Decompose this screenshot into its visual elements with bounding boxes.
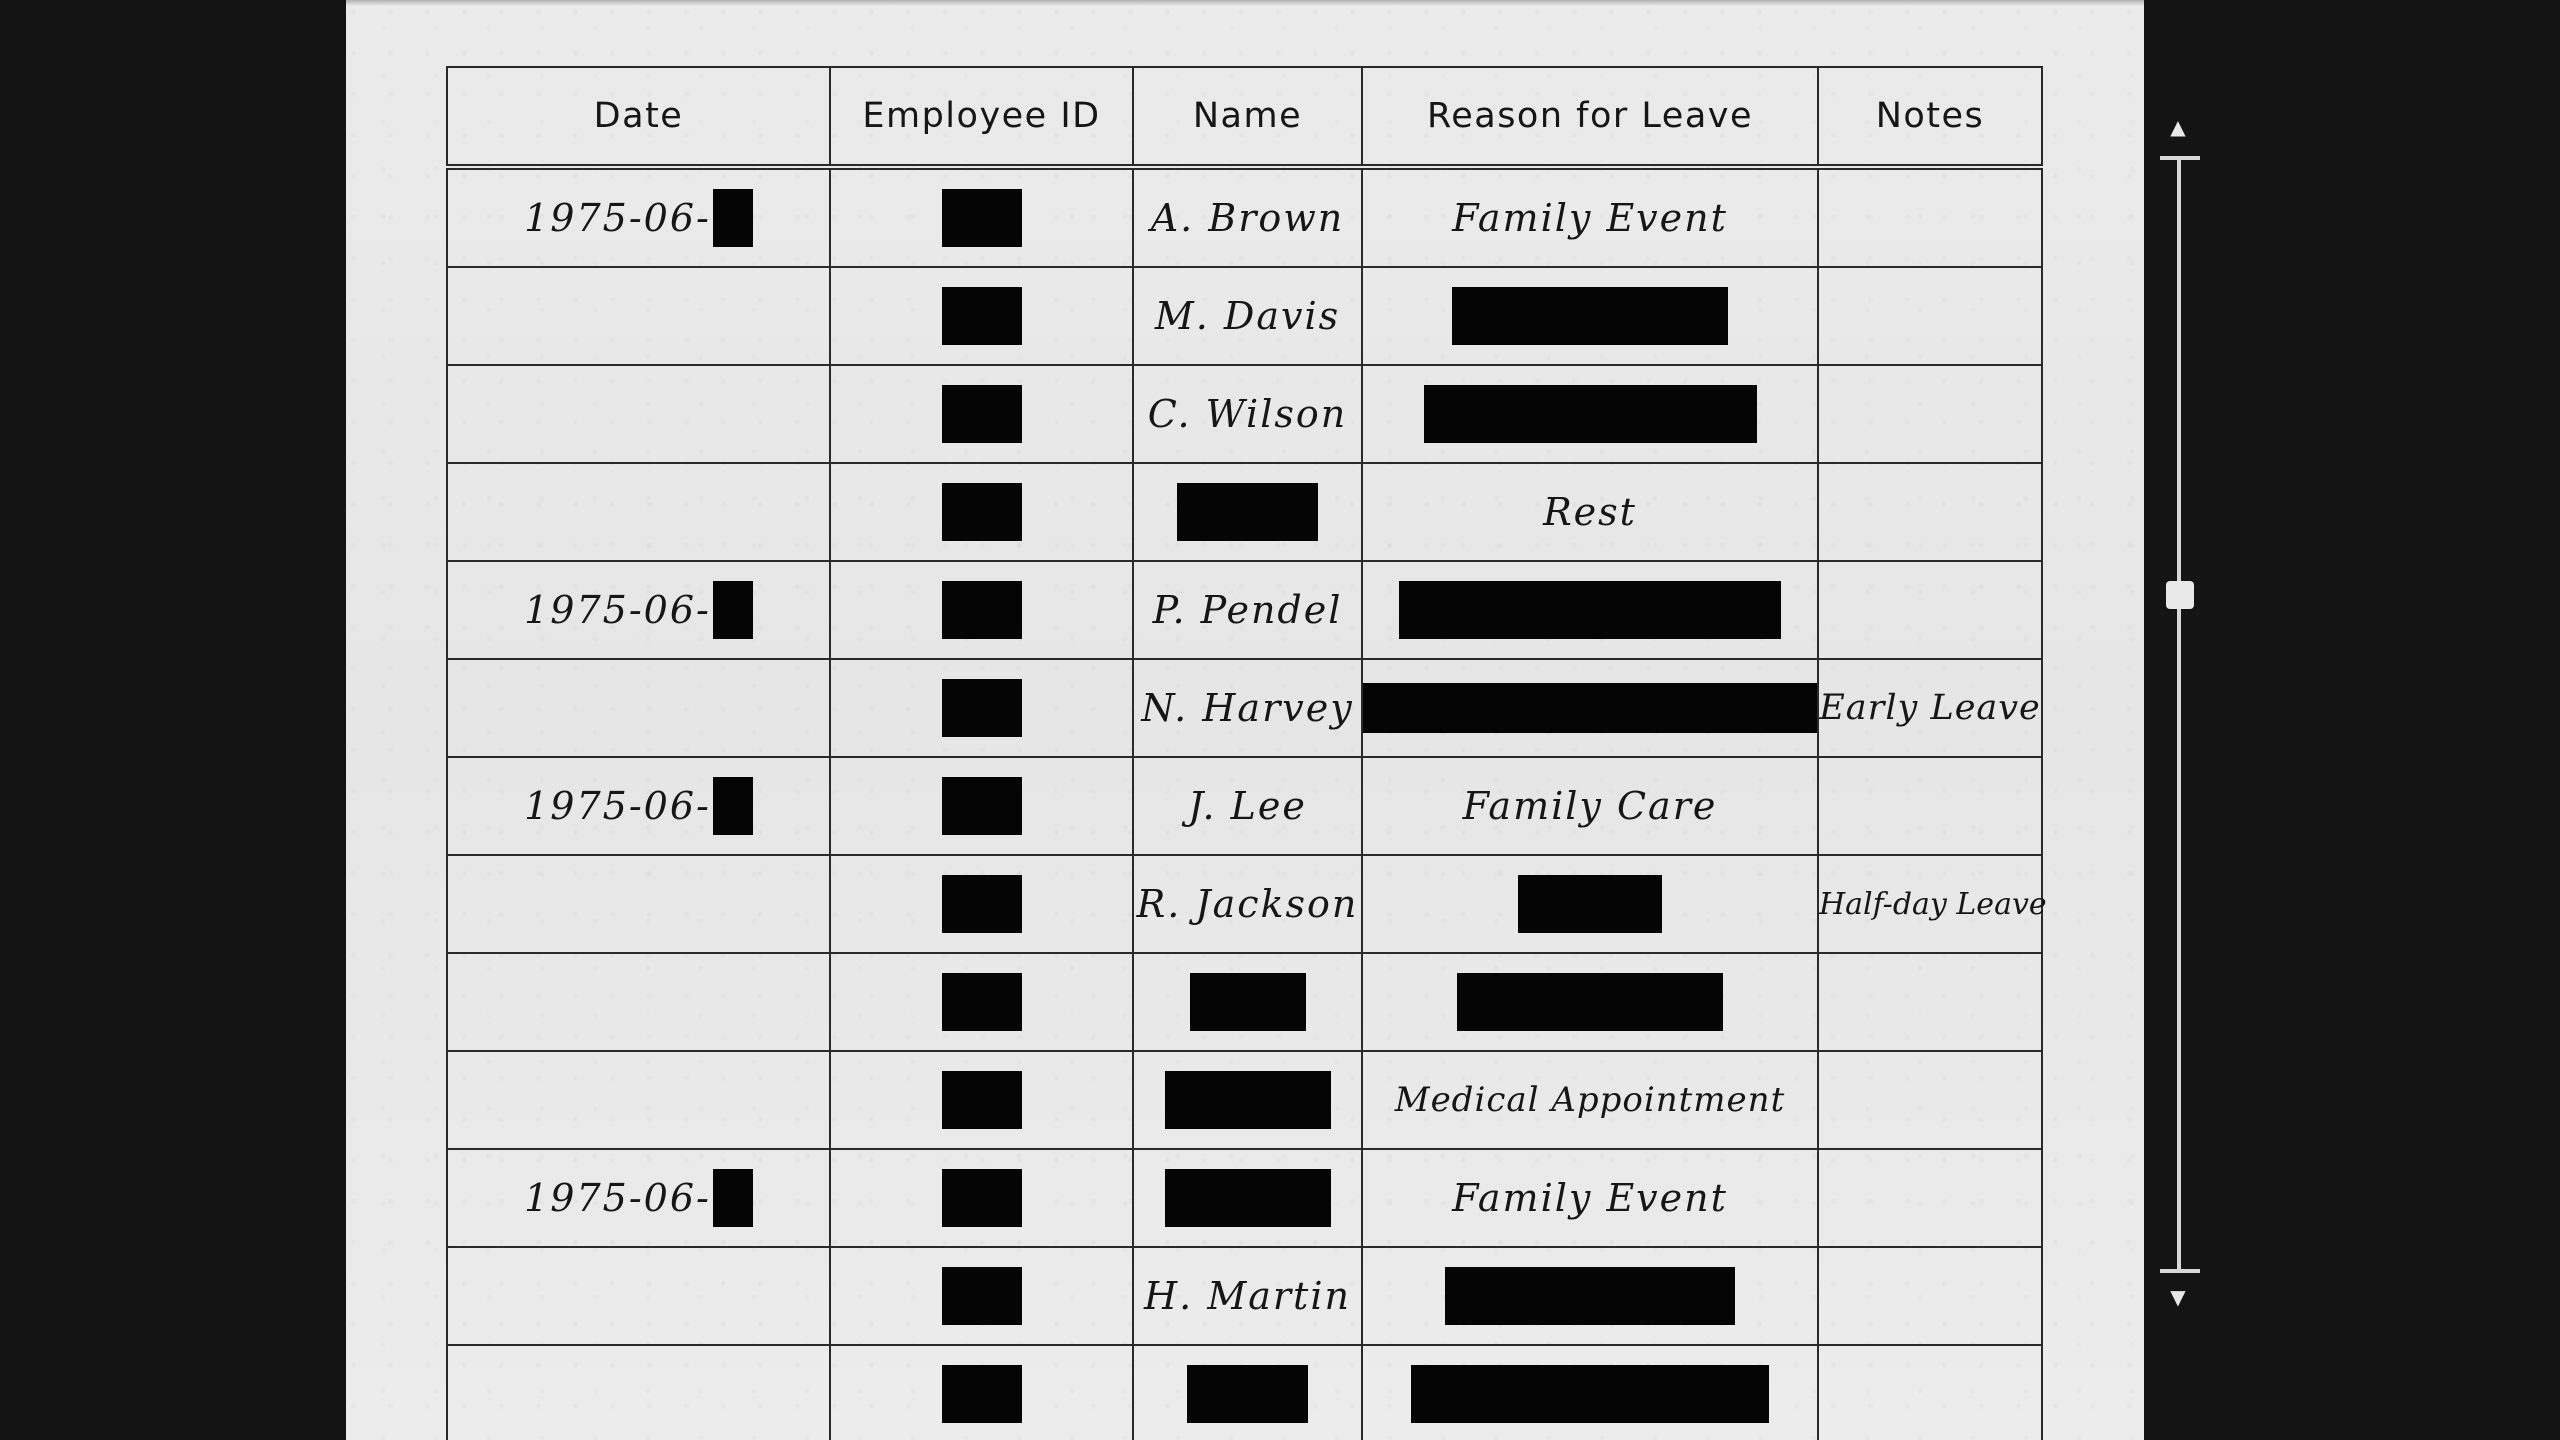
date-cell — [447, 1345, 830, 1440]
header-row — [447, 67, 2042, 167]
reason-cell: Family Event — [1362, 167, 1818, 267]
table-row — [447, 1247, 2042, 1345]
employee-id-cell — [830, 1149, 1133, 1247]
redaction-block — [1452, 287, 1728, 345]
column-header-employee-id: Employee ID — [830, 67, 1133, 167]
date-cell — [447, 561, 830, 659]
redaction-block — [1187, 1365, 1308, 1423]
date-cell — [447, 1247, 830, 1345]
redaction-block — [1424, 385, 1757, 443]
redaction-block — [1399, 581, 1781, 639]
table-row — [447, 1051, 2042, 1149]
scrollbar-track-cap-bottom — [2160, 1269, 2200, 1273]
reason-cell — [1362, 659, 1818, 757]
table-row — [447, 659, 2042, 757]
table-row — [447, 855, 2042, 953]
name-cell — [1133, 1149, 1362, 1247]
date-cell — [447, 365, 830, 463]
name-cell: P. Pendel — [1133, 561, 1362, 659]
employee-id-cell — [830, 1051, 1133, 1149]
name-cell — [1133, 953, 1362, 1051]
name-cell: R. Jackson — [1133, 855, 1362, 953]
employee-id-cell — [830, 659, 1133, 757]
notes-cell — [1818, 463, 2042, 561]
redaction-block — [1457, 973, 1723, 1031]
employee-id-cell — [830, 463, 1133, 561]
redaction-block — [713, 777, 753, 835]
redaction-block — [942, 287, 1022, 345]
date-cell — [447, 167, 830, 267]
name-cell — [1133, 463, 1362, 561]
name-cell: J. Lee — [1133, 757, 1362, 855]
redaction-block — [1445, 1267, 1735, 1325]
redaction-block — [942, 777, 1022, 835]
date-cell — [447, 1149, 830, 1247]
table-row — [447, 953, 2042, 1051]
redaction-block — [942, 1267, 1022, 1325]
redaction-block — [942, 973, 1022, 1031]
redaction-block — [942, 875, 1022, 933]
date-text: 1975-06- — [524, 196, 711, 240]
redaction-block — [1177, 483, 1318, 541]
column-header-reason: Reason for Leave — [1362, 67, 1818, 167]
arrow-down-icon[interactable]: ▼ — [2170, 1285, 2186, 1309]
notes-cell — [1818, 757, 2042, 855]
reason-cell: Family Event — [1362, 1149, 1818, 1247]
date-text: 1975-06- — [524, 1176, 711, 1220]
employee-id-cell — [830, 365, 1133, 463]
employee-id-cell — [830, 855, 1133, 953]
date-cell — [447, 1051, 830, 1149]
arrow-up-icon[interactable]: ▲ — [2170, 115, 2186, 139]
table-row — [447, 561, 2042, 659]
reason-cell — [1362, 855, 1818, 953]
redaction-block — [1190, 973, 1306, 1031]
notes-cell — [1818, 953, 2042, 1051]
notes-cell — [1818, 1345, 2042, 1440]
redaction-block — [1165, 1071, 1331, 1129]
notes-cell: Early Leave — [1818, 659, 2042, 757]
reason-cell — [1362, 561, 1818, 659]
name-cell — [1133, 1051, 1362, 1149]
date-cell — [447, 953, 830, 1051]
notes-cell — [1818, 365, 2042, 463]
employee-id-cell — [830, 757, 1133, 855]
leave-log-table — [446, 66, 2047, 1440]
redaction-block — [942, 385, 1022, 443]
table-row — [447, 267, 2042, 365]
employee-id-cell — [830, 1247, 1133, 1345]
table-row — [447, 1149, 2042, 1247]
name-cell: H. Martin — [1133, 1247, 1362, 1345]
employee-id-cell — [830, 561, 1133, 659]
notes-cell — [1818, 1247, 2042, 1345]
reason-cell: Medical Appointment — [1362, 1051, 1818, 1149]
notes-cell — [1818, 267, 2042, 365]
date-cell — [447, 757, 830, 855]
redaction-block — [942, 1169, 1022, 1227]
reason-cell — [1362, 1247, 1818, 1345]
scrollbar-thumb[interactable] — [2166, 581, 2194, 609]
column-header-date: Date — [447, 67, 830, 167]
redaction-block — [942, 189, 1022, 247]
reason-cell — [1362, 365, 1818, 463]
column-header-name: Name — [1133, 67, 1362, 167]
notes-cell — [1818, 167, 2042, 267]
table-row — [447, 167, 2042, 267]
reason-cell: Family Care — [1362, 757, 1818, 855]
name-cell: N. Harvey — [1133, 659, 1362, 757]
redaction-block — [1165, 1169, 1331, 1227]
table-row — [447, 365, 2042, 463]
employee-id-cell — [830, 953, 1133, 1051]
table-row — [447, 463, 2042, 561]
date-text: 1975-06- — [524, 588, 711, 632]
date-cell — [447, 659, 830, 757]
vertical-scrollbar[interactable] — [2160, 112, 2196, 1312]
redaction-block — [1518, 875, 1662, 933]
table-row — [447, 1345, 2042, 1440]
employee-id-cell — [830, 1345, 1133, 1440]
date-cell — [447, 855, 830, 953]
redaction-block — [942, 483, 1022, 541]
reason-cell — [1362, 953, 1818, 1051]
redaction-block — [942, 679, 1022, 737]
date-cell — [447, 267, 830, 365]
reason-cell — [1362, 1345, 1818, 1440]
column-header-notes: Notes — [1818, 67, 2042, 167]
redaction-block — [942, 1071, 1022, 1129]
redaction-block — [942, 1365, 1022, 1423]
name-cell: C. Wilson — [1133, 365, 1362, 463]
reason-cell — [1362, 267, 1818, 365]
redaction-block — [713, 1169, 753, 1227]
redaction-block — [713, 581, 753, 639]
name-cell: M. Davis — [1133, 267, 1362, 365]
redaction-block — [1363, 683, 1817, 733]
name-cell — [1133, 1345, 1362, 1440]
employee-id-cell — [830, 167, 1133, 267]
redaction-block — [1411, 1365, 1769, 1423]
notes-cell — [1818, 1149, 2042, 1247]
redaction-block — [713, 189, 753, 247]
redaction-block — [942, 581, 1022, 639]
table-row — [447, 757, 2042, 855]
employee-id-cell — [830, 267, 1133, 365]
scrollbar-track[interactable] — [2177, 158, 2181, 1271]
name-cell: A. Brown — [1133, 167, 1362, 267]
notes-cell — [1818, 1051, 2042, 1149]
notes-cell: Half-day Leave — [1818, 855, 2042, 953]
date-cell — [447, 463, 830, 561]
document-page — [346, 0, 2144, 1440]
reason-cell: Rest — [1362, 463, 1818, 561]
date-text: 1975-06- — [524, 784, 711, 828]
notes-cell — [1818, 561, 2042, 659]
